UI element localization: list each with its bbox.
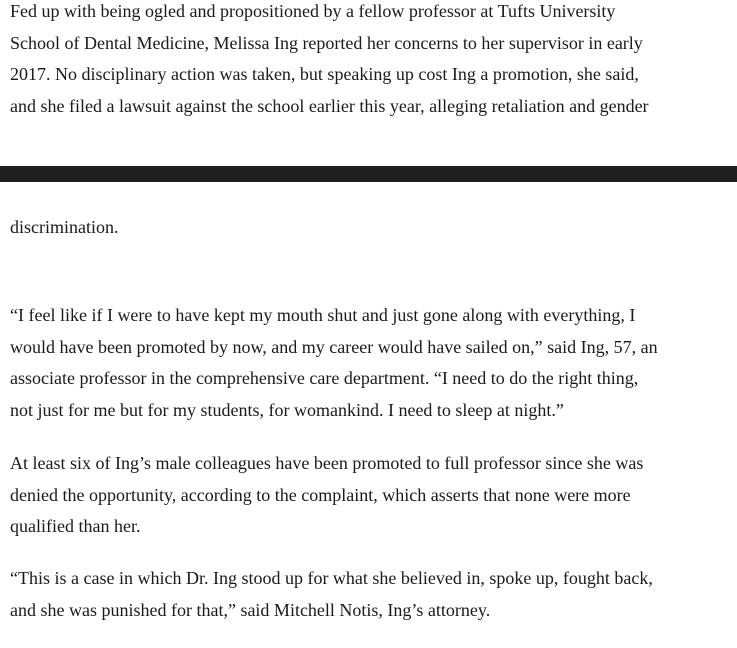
paragraph-line: associate professor in the comprehensive care department. “I need to do the right thing,	[10, 368, 639, 388]
article-paragraph	[10, 300, 730, 426]
paragraph-line: qualified than her.	[10, 516, 141, 536]
paragraph-line: not just for me but for my students, for womankind. I need to sleep at night.”	[10, 399, 564, 420]
paragraph-line: “This is a case in which Dr. Ing stood up for what she believed in, spoke up, fought back,	[10, 568, 653, 588]
paragraph-line: “I feel like if I were to have kept my mouth shut and just gone along with everything, I	[10, 305, 636, 325]
paragraph-line: discrimination.	[10, 217, 119, 237]
paragraph-line: denied the opportunity, according to the complaint, which asserts that none were more	[10, 484, 631, 505]
article-paragraph	[10, 448, 730, 543]
paragraph-line: and she was punished for that,” said Mitchell Notis, Ing’s attorney.	[10, 599, 491, 620]
paragraph-line: 2017. No disciplinary action was taken, but speaking up cost Ing a promotion, she said,	[10, 64, 639, 84]
article-paragraph-continued	[10, 212, 730, 244]
paragraph-line: At least six of Ing’s male colleagues have been promoted to full professor since she was	[10, 453, 644, 473]
paragraph-line: would have been promoted by now, and my career would have sailed on,” said Ing, 57, an	[10, 336, 658, 357]
article-paragraph	[10, 0, 730, 122]
paragraph-line: and she filed a lawsuit against the school earlier this year, alleging retaliation and gender	[10, 95, 649, 116]
article-paragraph	[10, 563, 730, 626]
dark-divider-bar	[0, 166, 737, 182]
paragraph-line: School of Dental Medicine, Melissa Ing reported her concerns to her supervisor in early	[10, 32, 643, 53]
paragraph-line: Fed up with being ogled and propositioned by a fellow professor at Tufts University	[10, 1, 616, 21]
